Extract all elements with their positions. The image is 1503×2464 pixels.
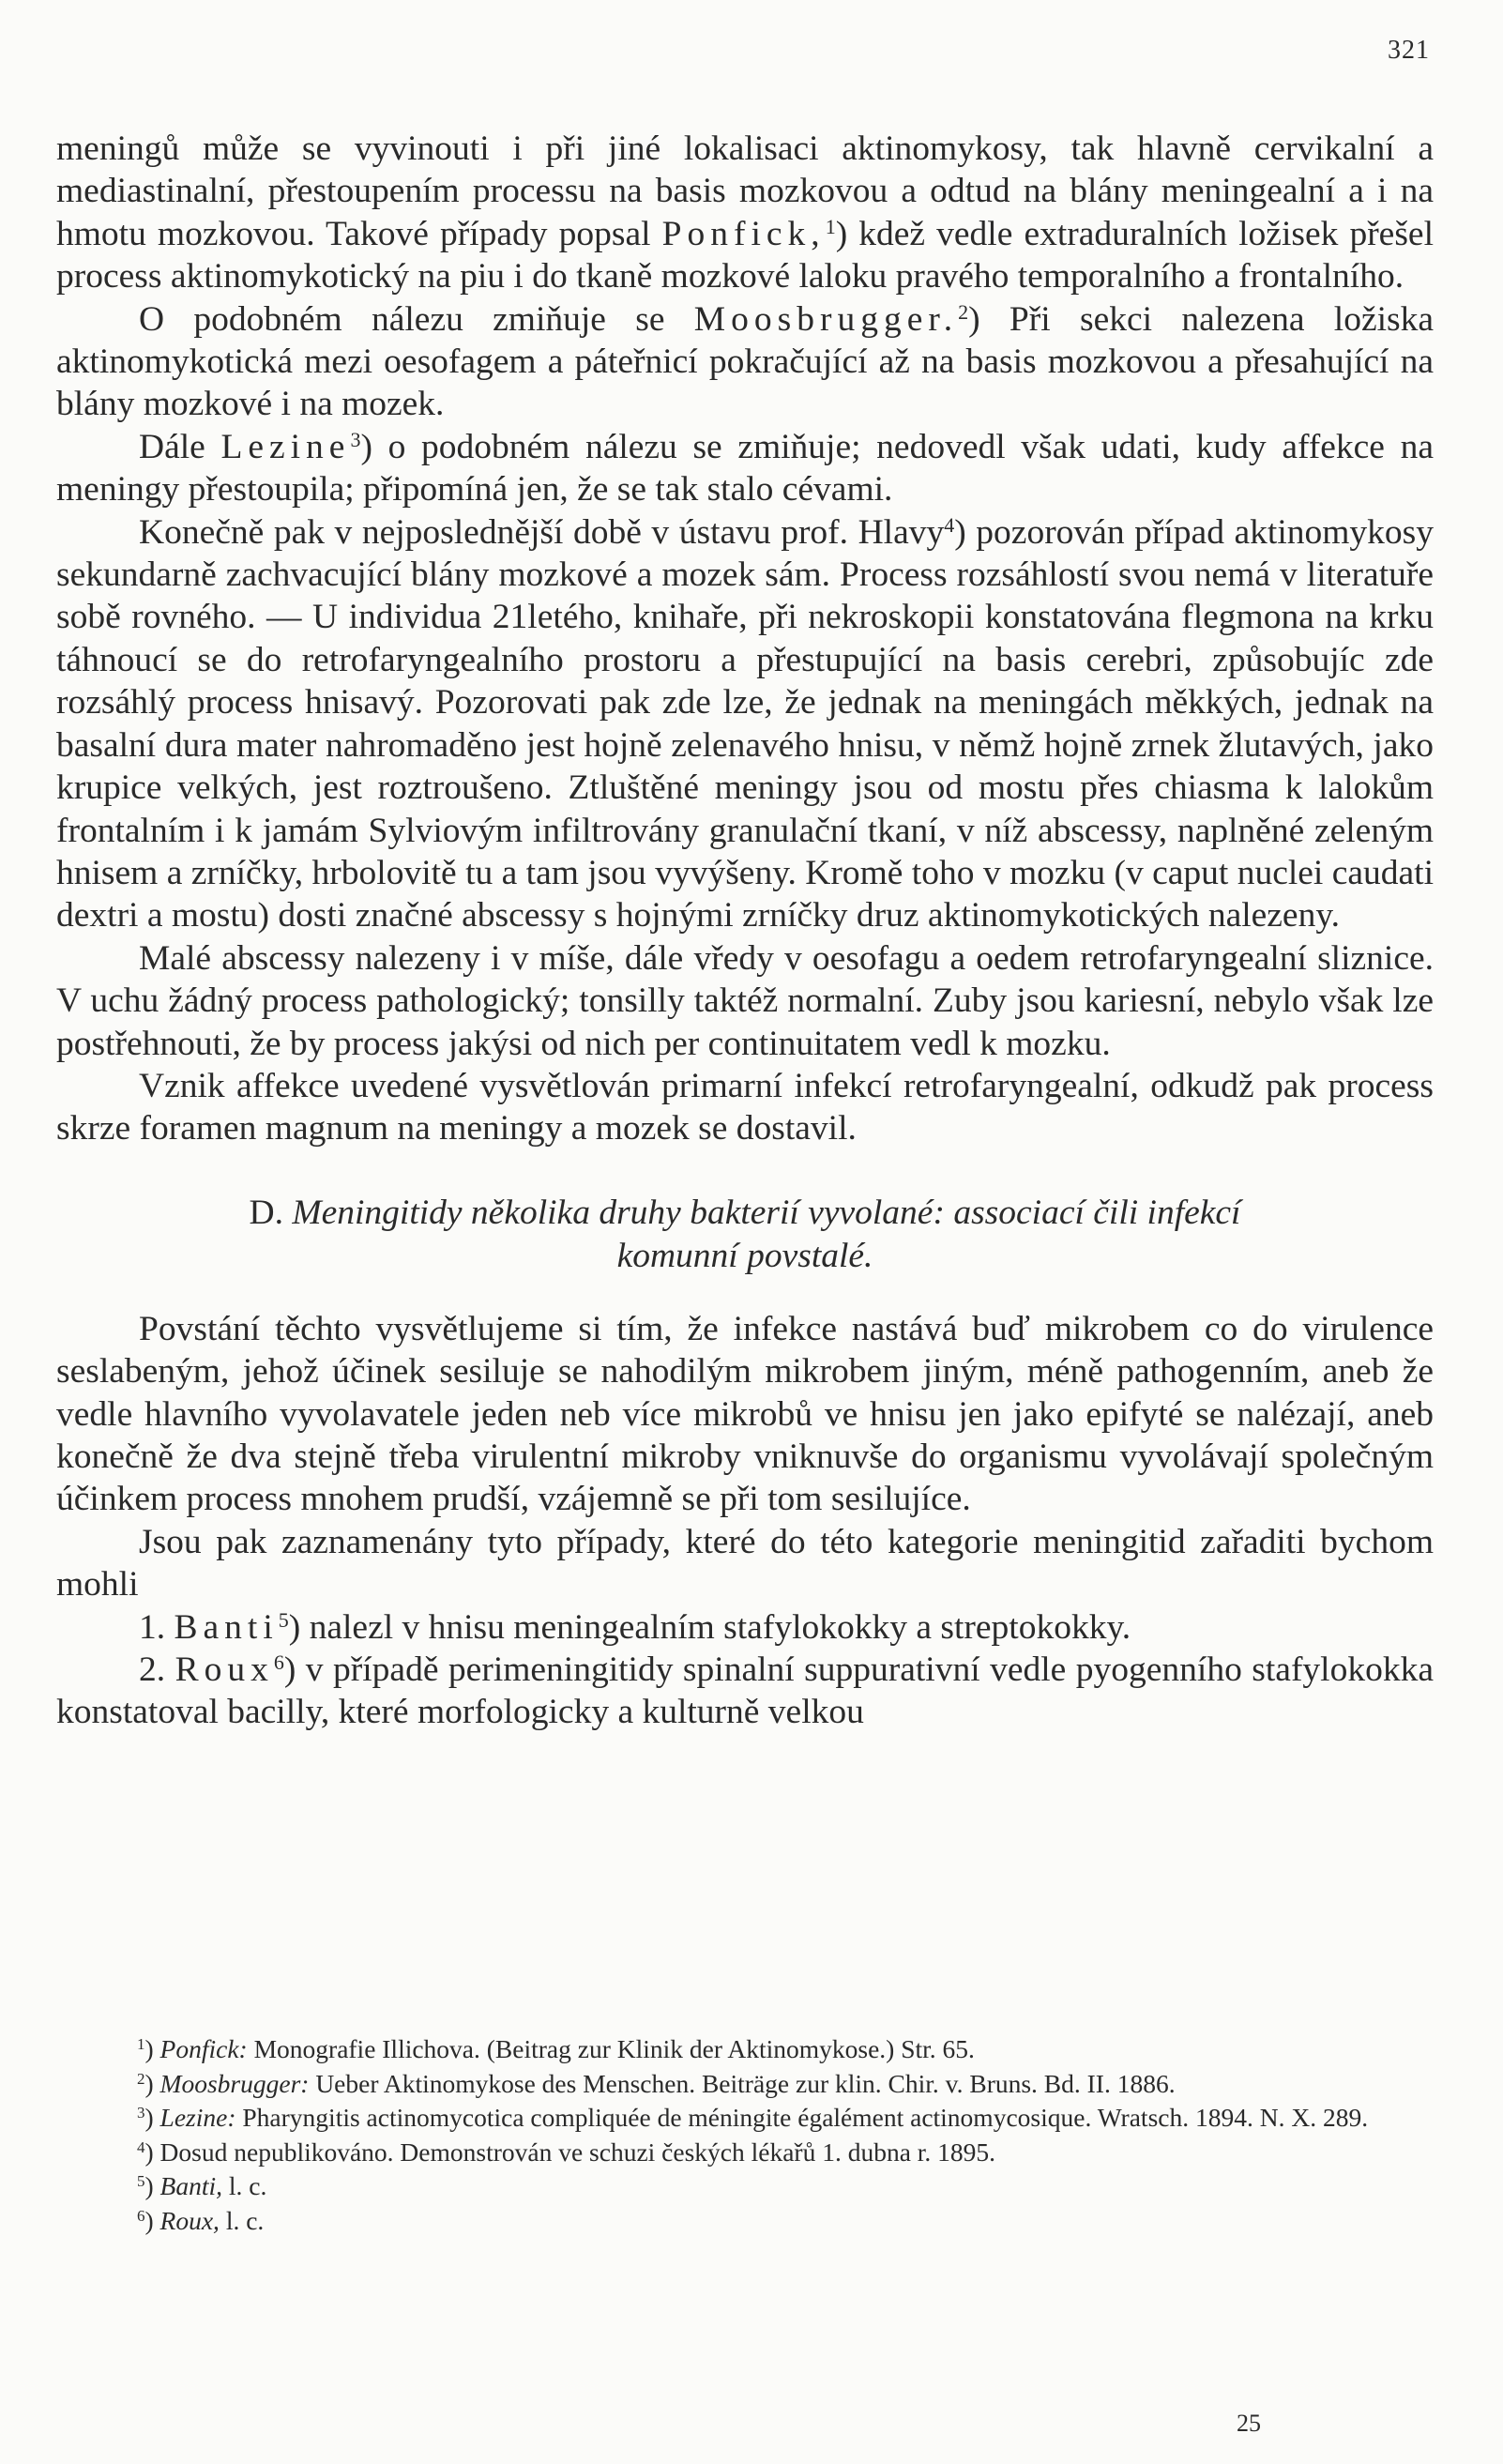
footnote-ref: 3 bbox=[350, 427, 361, 451]
footnote-5: $^5$) Banti, l. c. bbox=[137, 2171, 267, 2200]
footnote-author: Ponfick: bbox=[159, 2034, 248, 2063]
paragraph-2 bbox=[56, 298, 1434, 426]
text-run: ) pozorován případ aktinomykosy sekundarně zachvacující blány mozkové a mozek sám. Process rozsáhlostí svou nemá v literatuře sobě rovného. — U individua 21letého, knihaře, při nekroskopii konstatována flegmona na krku táhnoucí se do retrofaryngealního prostoru a přestupující na basis cerebri, způsobujíc zde rozsáhlý process hnisavý. Pozorovati pak zde lze, že jednak na meningách měkkých, jednak na basalní dura mater nahromaděno jest hojně zelenavého hnisu, v němž hojně zrnek žlutavých, jako krupice velkých, jest roztroušeno. Ztluštěné meningy jsou od mostu přes chiasma k lalokům frontalním i k jamám Sylviovým infiltrovány granulační tkaní, v níž abscessy, naplněné zeleným hnisem a zrníčky, hrbolovitě tu a tam jsou vyvýšeny. Kromě toho v mozku (v caput nuclei caudati dextri a mostu) dosti značné abscessy s hojnými zrníčky druz aktinomykotických nalezeny. bbox=[56, 512, 1434, 935]
paragraph-4 bbox=[56, 511, 1434, 937]
author-name: Lezine bbox=[220, 427, 351, 466]
footnote-author: Banti, bbox=[159, 2171, 223, 2200]
footnote-2: $^2$) Moosbrugger: Ueber Aktinomykose des Menschen. Beiträge zur klin. Chir. v. Bruns. Bd. II. 1886. bbox=[137, 2068, 1176, 2098]
text-run: ) kdež vedle extraduralních ložisek přešel process aktinomykotický na piu i do tkaně mozkové laloku pravého temporalního a frontalního. bbox=[56, 214, 1434, 297]
text-run: O podobném nálezu zmiňuje se bbox=[139, 299, 694, 339]
list-item-1 bbox=[56, 1606, 1434, 1649]
item-number: 1. bbox=[139, 1607, 175, 1647]
main-text bbox=[56, 128, 1434, 1734]
author-name: Ponfick, bbox=[661, 214, 826, 253]
footnote-ref: 1 bbox=[825, 214, 836, 238]
paragraph-3 bbox=[56, 426, 1434, 511]
footnote-text: Dosud nepublikováno. Demonstrován ve schuzi českých lékařů 1. dubna r. 1895. bbox=[159, 2137, 996, 2167]
item-number: 2. bbox=[139, 1650, 175, 1689]
section-heading bbox=[56, 1192, 1434, 1278]
footnote-mark: 2 bbox=[137, 2069, 145, 2088]
footnote-1: $^1$) Ponfick: Monografie Illichova. (Beitrag zur Klinik der Aktinomykose.) Str. 65. bbox=[137, 2034, 975, 2063]
paragraph-5: Malé abscessy nalezeny i v míše, dále vředy v oesofagu a oedem retrofaryngealní sliznice. V uchu žádný process pathologický; tonsilly taktéž normalní. Zuby jsou kariesní, nebylo však lze postřehnouti, že by process jakýsi od nich per continuitatem vedl k mozku. bbox=[56, 938, 1434, 1063]
section-title-line-2: komunní povstalé. bbox=[616, 1236, 873, 1275]
footnote-mark: 6 bbox=[137, 2206, 145, 2225]
footnote-ref: 2 bbox=[958, 299, 969, 324]
author-name: Roux bbox=[175, 1650, 274, 1689]
footnote-ref: 6 bbox=[273, 1650, 284, 1674]
footnote-text: Monografie Illichova. (Beitrag zur Klinik der Aktinomykose.) Str. 65. bbox=[247, 2034, 975, 2063]
section-title-line-1: Meningitidy několika druhy bakterií vyvolané: associací čili infekcí bbox=[292, 1193, 1241, 1232]
footnote-mark: 4 bbox=[137, 2137, 145, 2156]
footnote-mark: 5 bbox=[137, 2172, 145, 2190]
footnote-mark: 3 bbox=[137, 2104, 145, 2122]
footnote-text: l. c. bbox=[219, 2205, 265, 2235]
paragraph-6: Vznik affekce uvedené vysvětlován primarní infekcí retrofaryngealní, odkudž pak process skrze foramen magnum na meningy a mozek se dostavil. bbox=[56, 1066, 1434, 1148]
footnote-text: l. c. bbox=[222, 2171, 267, 2200]
text-run: ) o podobném nálezu se zmiňuje; nedovedl však udati, kudy affekce na meningy přestoupila; připomíná jen, že se tak stalo cévami. bbox=[56, 427, 1434, 510]
paragraph-1 bbox=[56, 128, 1434, 298]
paragraph-8: Jsou pak zaznamenány tyto případy, které do této kategorie meningitid zařaditi bychom mohli bbox=[56, 1522, 1434, 1605]
paragraph-7: Povstání těchto vysvětlujeme si tím, že infekce nastává buď mikrobem co do virulence seslabeným, jehož účinek sesiluje se nahodilým mikrobem jiným, méně pathogenním, aneb že vedle hlavního vyvolavatele jeden neb více mikrobů ve hnisu jen jako epifyté se nalézají, aneb konečně že dva stejně třeba virulentní mikroby vniknuvše do organismu vyvolávají společným účinkem process mnohem prudší, vzájemně se při tom sesilujíce. bbox=[56, 1309, 1434, 1519]
section-label: D. bbox=[249, 1193, 283, 1232]
text-run: meningů může se vyvinouti i při jiné lokalisaci aktinomykosy, tak hlavně cervikalní a mediastinalní, přestoupením processu na basis mozkovou a odtud na blány meningealní a i na hmotu mozkovou. Takové případy popsal bbox=[56, 129, 1434, 253]
footnote-3: $^3$) Lezine: Pharyngitis actinomycotica compliquée de méningite égalément actinomycosique. Wratsch. 1894. N. X. 289. bbox=[137, 2103, 1369, 2132]
text-run: Dále bbox=[139, 427, 221, 466]
footnote-author: Lezine: bbox=[159, 2103, 236, 2132]
author-name: Banti bbox=[174, 1607, 279, 1647]
footnote-author: Roux, bbox=[159, 2205, 220, 2235]
footnotes bbox=[56, 2032, 1434, 2238]
footnote-text: Pharyngitis actinomycotica compliquée de méningite égalément actinomycosique. Wratsch. 1894. N. X. 289. bbox=[235, 2103, 1369, 2132]
page-number: 321 bbox=[1388, 36, 1430, 65]
text-run: ) nalezl v hnisu meningealním stafylokokky a streptokokky. bbox=[288, 1607, 1131, 1647]
footnote-ref: 5 bbox=[278, 1607, 289, 1632]
text-run: ) Při sekci nalezena ložiska aktinomykotická mezi oesofagem a páteřnicí pokračující až na basis mozkovou a přesahující na blány mozkové i na mozek. bbox=[56, 299, 1434, 424]
footnote-ref: 4 bbox=[944, 512, 955, 537]
footnote-6: $^6$) Roux, l. c. bbox=[137, 2205, 265, 2235]
footnote-text: Ueber Aktinomykose des Menschen. Beiträge zur klin. Chir. v. Bruns. Bd. II. 1886. bbox=[309, 2068, 1176, 2098]
text-run: ) v případě perimeningitidy spinalní suppurativní vedle pyogenního stafylokokka konstatoval bacilly, které morfologicky a kulturně velkou bbox=[56, 1650, 1434, 1732]
text-run: Konečně pak v nejposlednější době v ústavu prof. Hlavy bbox=[139, 512, 945, 552]
sheet-signature: 25 bbox=[1237, 2410, 1261, 2437]
footnote-mark: 1 bbox=[137, 2035, 145, 2053]
list-item-2 bbox=[56, 1649, 1434, 1734]
footnote-4: $^4$) Dosud nepublikováno. Demonstrován ve schuzi českých lékařů 1. dubna r. 1895. bbox=[137, 2137, 996, 2167]
footnote-author: Moosbrugger: bbox=[159, 2068, 310, 2098]
author-name: Moosbrugger. bbox=[693, 299, 959, 339]
